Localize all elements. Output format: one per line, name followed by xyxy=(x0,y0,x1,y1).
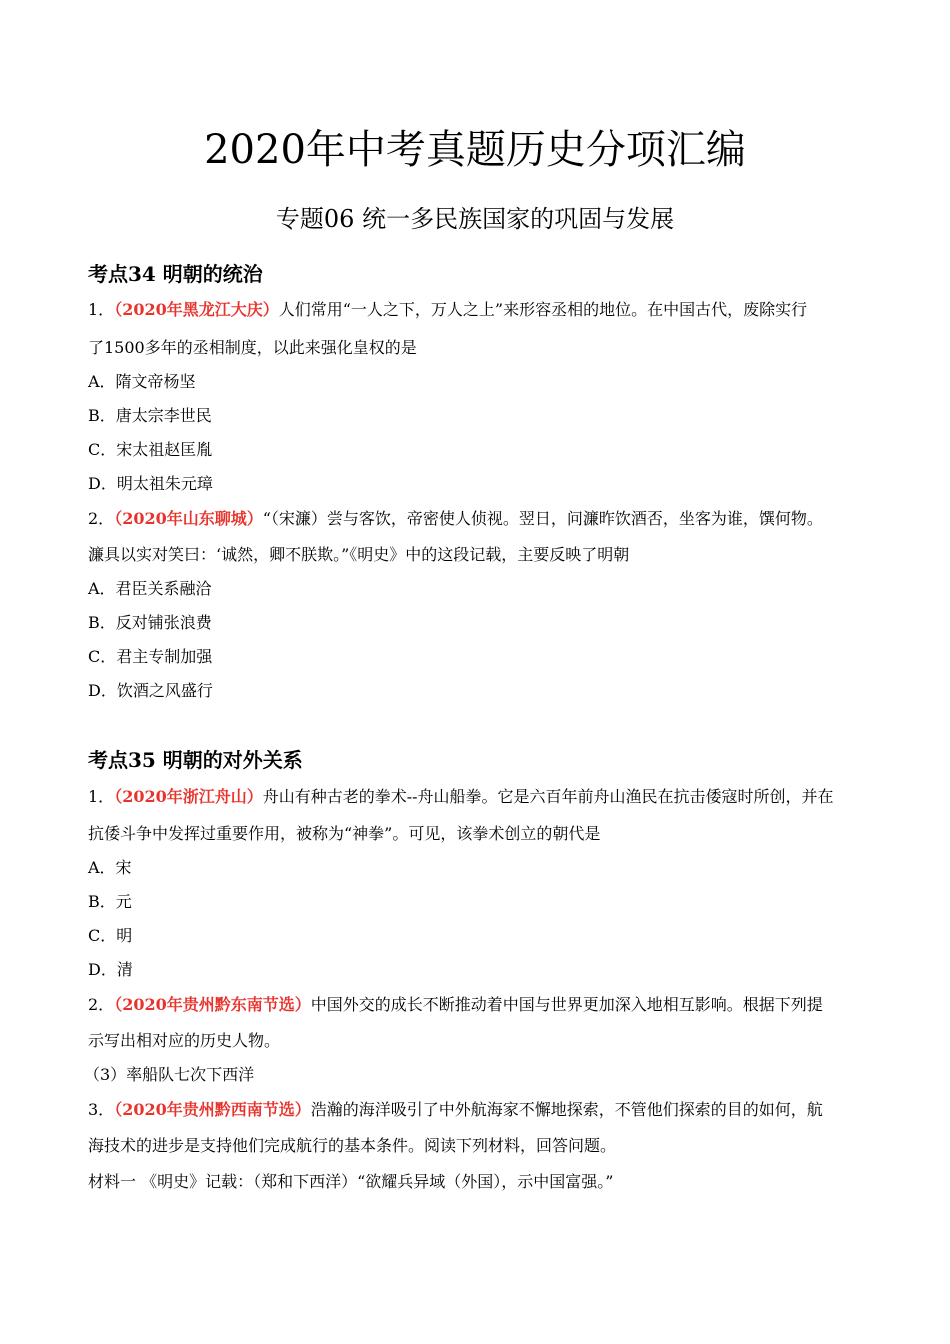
question-stem: 人们常用“一人之下，万人之上”来形容丞相的地位。在中国古代，废除实行 xyxy=(278,300,808,319)
option-b: B．唐太宗李世民 xyxy=(88,406,212,425)
option-d: D．清 xyxy=(88,960,133,979)
question-stem: “（宋濂）尝与客饮，帝密使人侦视。翌日，问濂昨饮酒否，坐客为谁，馔何物。 xyxy=(262,509,823,528)
option-a: A．宋 xyxy=(88,858,132,877)
option-c: C．宋太祖赵匡胤 xyxy=(88,440,213,459)
question-number: 2． xyxy=(88,995,115,1014)
question-source: （2020年山东聊城） xyxy=(114,509,263,528)
option-d: D．饮酒之风盛行 xyxy=(88,681,213,700)
question-stem-continued: 海技术的进步是支持他们完成航行的基本条件。阅读下列材料，回答问题。 xyxy=(88,1136,617,1155)
question-source: （2020年浙江舟山） xyxy=(114,787,263,806)
question-line xyxy=(88,508,868,530)
sub-question: （3）率船队七次下西洋 xyxy=(84,1065,255,1084)
question-source: （2020年贵州黔西南节选） xyxy=(114,1100,311,1119)
question-stem: 舟山有种古老的拳术--舟山船拳。它是六百年前舟山渔民在抗击倭寇时所创，并在 xyxy=(262,787,834,806)
section-heading-34: 考点34 明朝的统治 xyxy=(88,262,263,286)
question-stem-continued: 了1500多年的丞相制度，以此来强化皇权的是 xyxy=(88,338,417,357)
material-text: 材料一 《明史》记载：（郑和下西洋）“欲耀兵异域（外国），示中国富强。” xyxy=(88,1172,614,1191)
question-stem-continued: 抗倭斗争中发挥过重要作用，被称为“神拳”。可见，该拳术创立的朝代是 xyxy=(88,824,601,843)
section-heading-35: 考点35 明朝的对外关系 xyxy=(88,748,303,772)
option-a: A．隋文帝杨坚 xyxy=(88,372,196,391)
question-stem-continued: 示写出相对应的历史人物。 xyxy=(88,1031,281,1050)
question-line xyxy=(88,786,868,808)
option-a: A．君臣关系融洽 xyxy=(88,579,212,598)
question-number: 1． xyxy=(88,300,115,319)
option-d: D．明太祖朱元璋 xyxy=(88,474,213,493)
option-c: C．君主专制加强 xyxy=(88,647,213,666)
question-line xyxy=(88,1099,868,1121)
option-b: B．反对铺张浪费 xyxy=(88,613,212,632)
question-source: （2020年贵州黔东南节选） xyxy=(114,995,311,1014)
question-stem-continued: 濂具以实对笑曰：‘诚然，卿不朕欺。”《明史》中的这段记载，主要反映了明朝 xyxy=(88,545,630,564)
question-stem: 浩瀚的海洋吸引了中外航海家不懈地探索，不管他们探索的目的如何，航 xyxy=(310,1100,823,1119)
option-c: C．明 xyxy=(88,926,133,945)
question-stem: 中国外交的成长不断推动着中国与世界更加深入地相互影响。根据下列提 xyxy=(310,995,823,1014)
page-title: 2020年中考真题历史分项汇编 xyxy=(204,127,746,173)
question-line xyxy=(88,994,868,1016)
question-source: （2020年黑龙江大庆） xyxy=(114,300,279,319)
page-subtitle: 专题06 统一多民族国家的巩固与发展 xyxy=(275,205,675,233)
question-number: 3． xyxy=(88,1100,115,1119)
question-number: 2． xyxy=(88,509,115,528)
option-b: B．元 xyxy=(88,892,132,911)
question-number: 1． xyxy=(88,787,115,806)
question-line xyxy=(88,299,868,321)
